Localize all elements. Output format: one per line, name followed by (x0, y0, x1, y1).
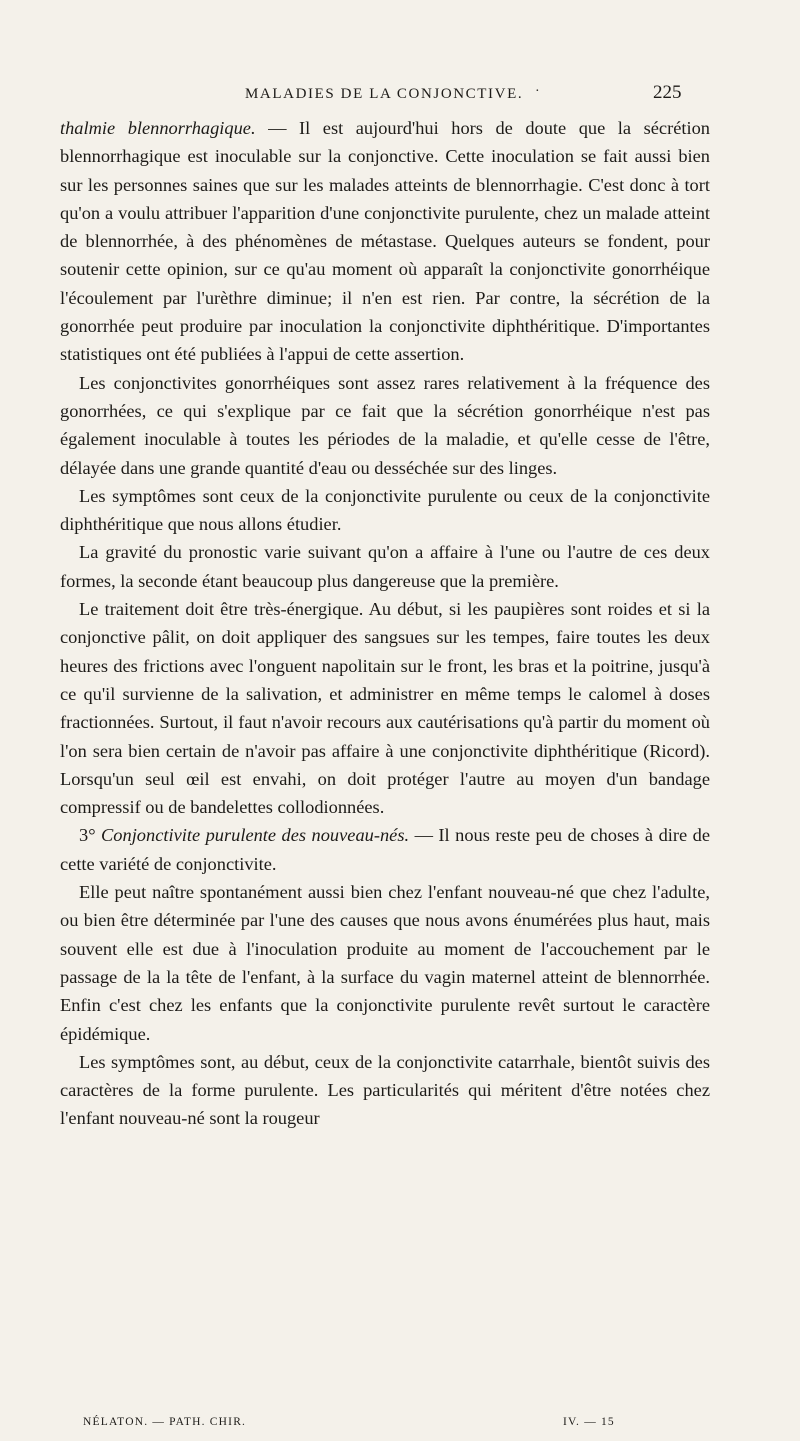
signature-left: NÉLATON. — PATH. CHIR. (83, 1416, 247, 1428)
running-head-marker: · (535, 84, 540, 99)
paragraph-6 (60, 821, 710, 878)
paragraph-8: Les symptômes sont, au début, ceux de la conjonctivite catarrhale, bientôt suivis des caractères de la forme purulente. Les particularités qui méritent d'être notées chez l'enfant nouveau-né sont la rougeur (60, 1051, 710, 1129)
paragraph-5: Le traitement doit être très-énergique. Au début, si les paupières sont roides et si la conjonctive pâlit, on doit appliquer des sangsues sur les tempes, faire toutes les deux heures des frictions avec l'onguent napolitain sur le front, les bras et la poitrine, jusqu'à ce qu'il survienne de la salivation, et administrer en même temps le calomel à doses fractionnées. Surtout, il faut n'avoir recours aux cautérisations qu'à partir du moment où l'on sera bien certain de n'avoir pas affaire à une conjonctivite diphthéritique (Ricord). Lorsqu'un seul œil est envahi, on doit protéger l'autre au moyen d'un bandage compressif ou de bandelettes collodionnées. (60, 599, 710, 818)
signature-right: IV. — 15 (563, 1416, 615, 1428)
section-title: Conjonctivite purulente des nouveau-nés. (101, 825, 410, 846)
body-text (60, 114, 710, 1133)
section-title-continued: thalmie blennorrhagique. (60, 118, 256, 138)
signature-line (0, 1416, 800, 1436)
section-number: 3° (79, 825, 102, 846)
page-number: 225 (653, 82, 682, 103)
paragraph-1 (60, 114, 710, 369)
paragraph-4: La gravité du pronostic varie suivant qu'on a affaire à l'une ou l'autre de ces deux formes, la seconde étant beaucoup plus dangereuse que la première. (60, 542, 710, 591)
paragraph-1-text: — Il est aujourd'hui hors de doute que la sécrétion blennorrhagique est inoculable sur la conjonctive. Cette inoculation se fait aussi bien sur les personnes saines que sur les malades atteints de blennorrhagie. C'est donc à tort qu'on a voulu attribuer l'apparition d'une conjonctivite purulente, chez un malade atteint de blennorrhée, à des phénomènes de métastase. Quelques auteurs se fondent, pour soutenir cette opinion, sur ce qu'au moment où apparaît la conjonctivite gonorrhéique l'écoulement par l'urèthre diminue; il n'en est rien. Par contre, la sécrétion de la gonorrhée peut produire par inoculation la conjonctivite diphthéritique. D'importantes statistiques ont été publiées à l'appui de cette assertion. (60, 118, 710, 365)
paragraph-6-text: — Il nous reste peu de choses à dire de cette variété de conjonctivite. (60, 825, 710, 874)
running-head (0, 82, 800, 108)
paragraph-2: Les conjonctivites gonorrhéiques sont assez rares relativement à la fréquence des gonorrhées, ce qui s'explique par ce fait que la sécrétion gonorrhéique n'est pas également inoculable à toutes les périodes de la maladie, et qu'elle cesse de l'être, délayée dans une grande quantité d'eau ou desséchée sur des linges. (60, 372, 710, 478)
paragraph-7: Elle peut naître spontanément aussi bien chez l'enfant nouveau-né que chez l'adulte, ou bien être déterminée par l'une des causes que nous avons énumérées plus haut, mais souvent elle est due à l'inoculation produite au moment de l'accouchement par le passage de la la tête de l'enfant, à la surface du vagin maternel atteint de blennorrhée. Enfin c'est chez les enfants que la conjonctivite purulente revêt surtout le caractère épidémique. (60, 882, 710, 1044)
running-title: MALADIES DE LA CONJONCTIVE. (245, 86, 524, 102)
paragraph-3: Les symptômes sont ceux de la conjonctivite purulente ou ceux de la conjonctivite diphthéritique que nous allons étudier. (60, 485, 710, 535)
